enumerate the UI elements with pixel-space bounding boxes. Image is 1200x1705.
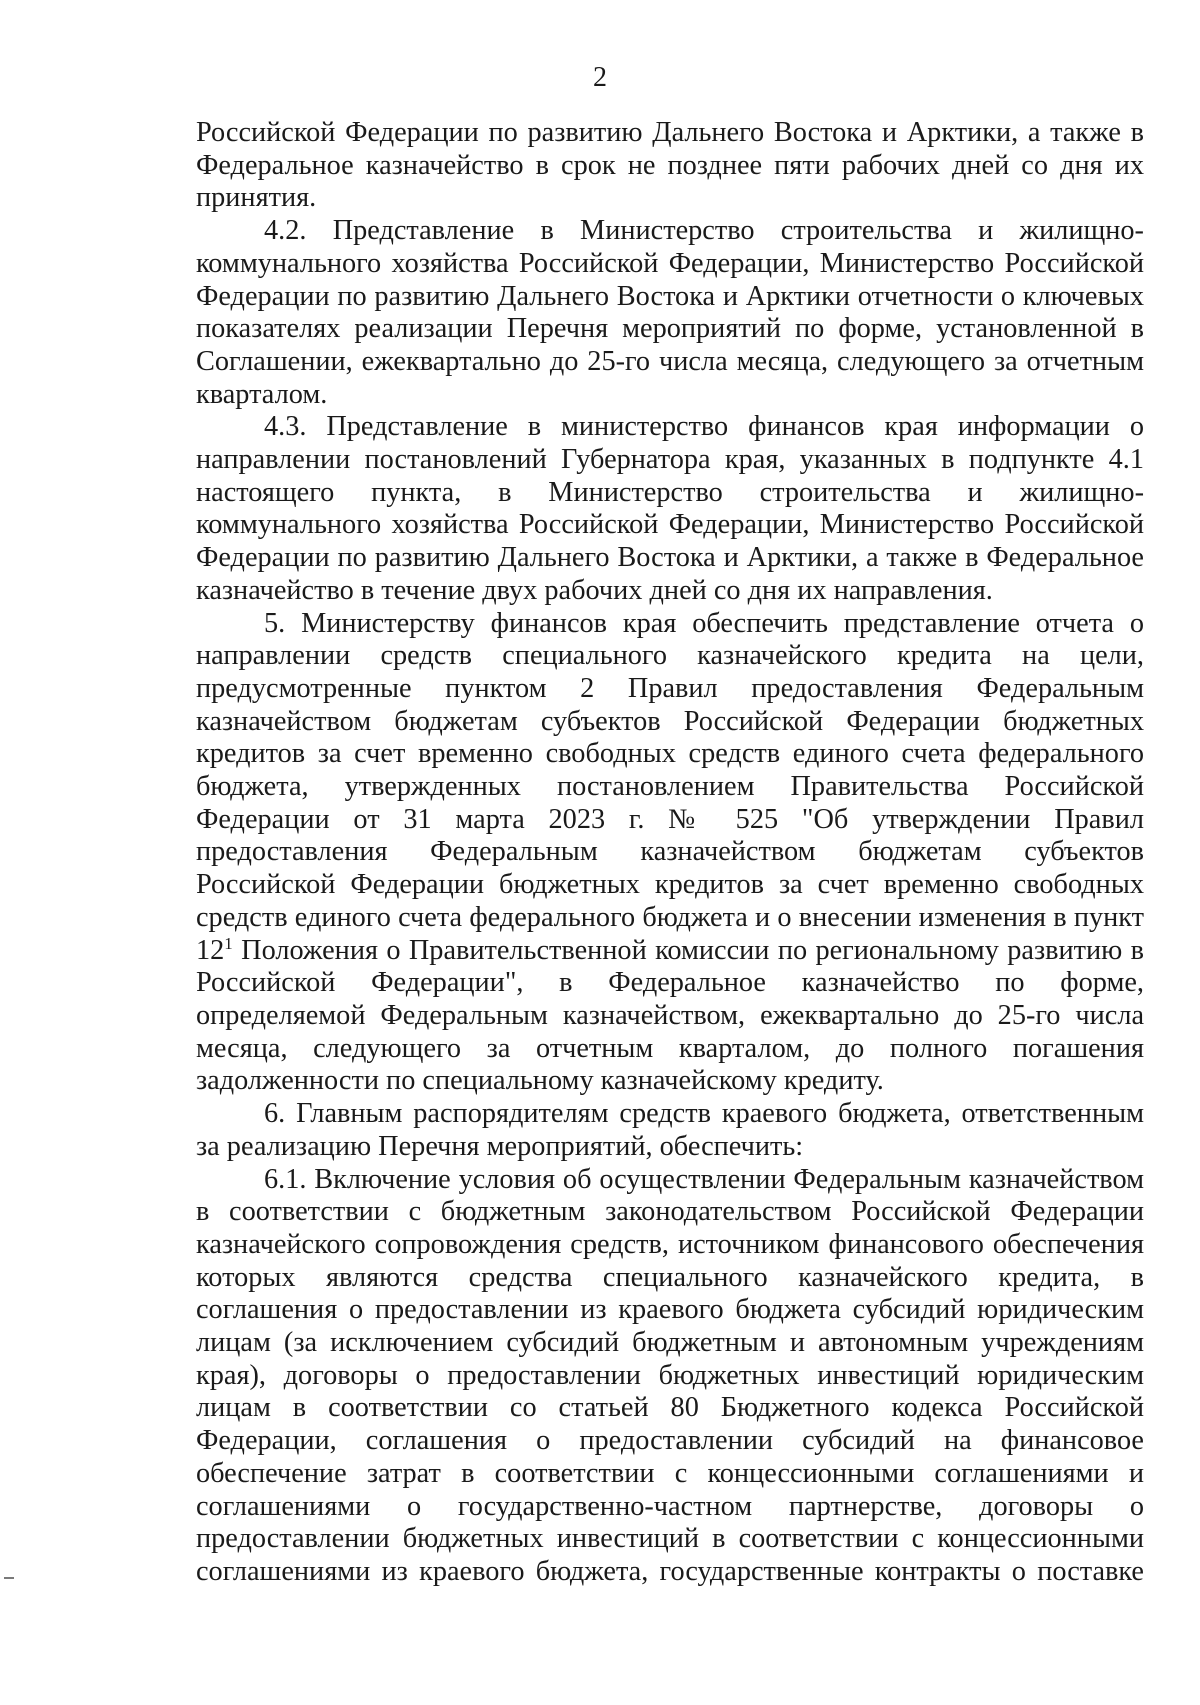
paragraph-5-text-after-superscript: Положения о Правительственной комиссии по региональному развитию в Российской Федерации", в Федеральное казначейство по форме, определяемой Федеральным казначейством, ежеквартально до 25-го числа месяца, следующего за отчетным кварталом, до полного погашения задолженности по специальному казначейскому кредиту.: [196, 934, 1144, 1097]
paragraph-4-3: 4.3. Представление в министерство финансов края информации о направлении постановлений Губернатора края, указанных в подпункте 4.1 настоящего пункта, в Министерство строительства и жилищно-коммунального хозяйства Российской Федерации, Министерство Российской Федерации по развитию Дальнего Востока и Арктики, а также в Федеральное казначейство в течение двух рабочих дней со дня их направления.: [196, 411, 1144, 606]
document-body: [196, 117, 1144, 1589]
superscript-index: 1: [224, 933, 233, 953]
page-number: 2: [593, 62, 607, 93]
paragraph-6-1: 6.1. Включение условия об осуществлении Федеральным казначейством в соответствии с бюджетным законодательством Российской Федерации казначейского сопровождения средств, источником финансового обеспечения которых являются средства специального казначейского кредита, в соглашения о предоставлении из краевого бюджета субсидий юридическим лицам (за исключением субсидий бюджетным и автономным учреждениям края), договоры о предоставлении бюджетных инвестиций юридическим лицам в соответствии со статьей 80 Бюджетного кодекса Российской Федерации, соглашения о предоставлении субсидий на финансовое обеспечение затрат в соответствии с концессионными соглашениями и соглашениями о государственно-частном партнерстве, договоры о предоставлении бюджетных инвестиций в соответствии с концессионными соглашениями из краевого бюджета, государственные контракты о поставке: [196, 1163, 1144, 1587]
paragraph-continuation: Российской Федерации по развитию Дальнего Востока и Арктики, а также в Федеральное казначейство в срок не позднее пяти рабочих дней со дня их принятия.: [196, 117, 1144, 214]
paragraph-6: 6. Главным распорядителям средств краевого бюджета, ответственным за реализацию Перечня мероприятий, обеспечить:: [196, 1098, 1144, 1162]
paragraph-5: [196, 608, 1144, 1099]
paragraph-5-text-before-superscript: 5. Министерству финансов края обеспечить представление отчета о направлении средств специального казначейского кредита на цели, предусмотренные пунктом 2 Правил предоставления Федеральным казначейством бюджетам субъектов Российской Федерации бюджетных кредитов за счет временно свободных средств единого счета федерального бюджета, утвержденных постановлением Правительства Российской Федерации от 31 марта 2023 г. № 525 "Об утверждении Правил предоставления Федеральным казначейством бюджетам субъектов Российской Федерации бюджетных кредитов за счет временно свободных средств единого счета федерального бюджета и о внесении изменения в пункт 12: [196, 607, 1144, 966]
scan-artifact-mark: [4, 1577, 14, 1579]
paragraph-4-2: 4.2. Представление в Министерство строительства и жилищно-коммунального хозяйства Российской Федерации, Министерство Российской Федерации по развитию Дальнего Востока и Арктики отчетности о ключевых показателях реализации Перечня мероприятий по форме, установленной в Соглашении, ежеквартально до 25-го числа месяца, следующего за отчетным кварталом.: [196, 215, 1144, 410]
